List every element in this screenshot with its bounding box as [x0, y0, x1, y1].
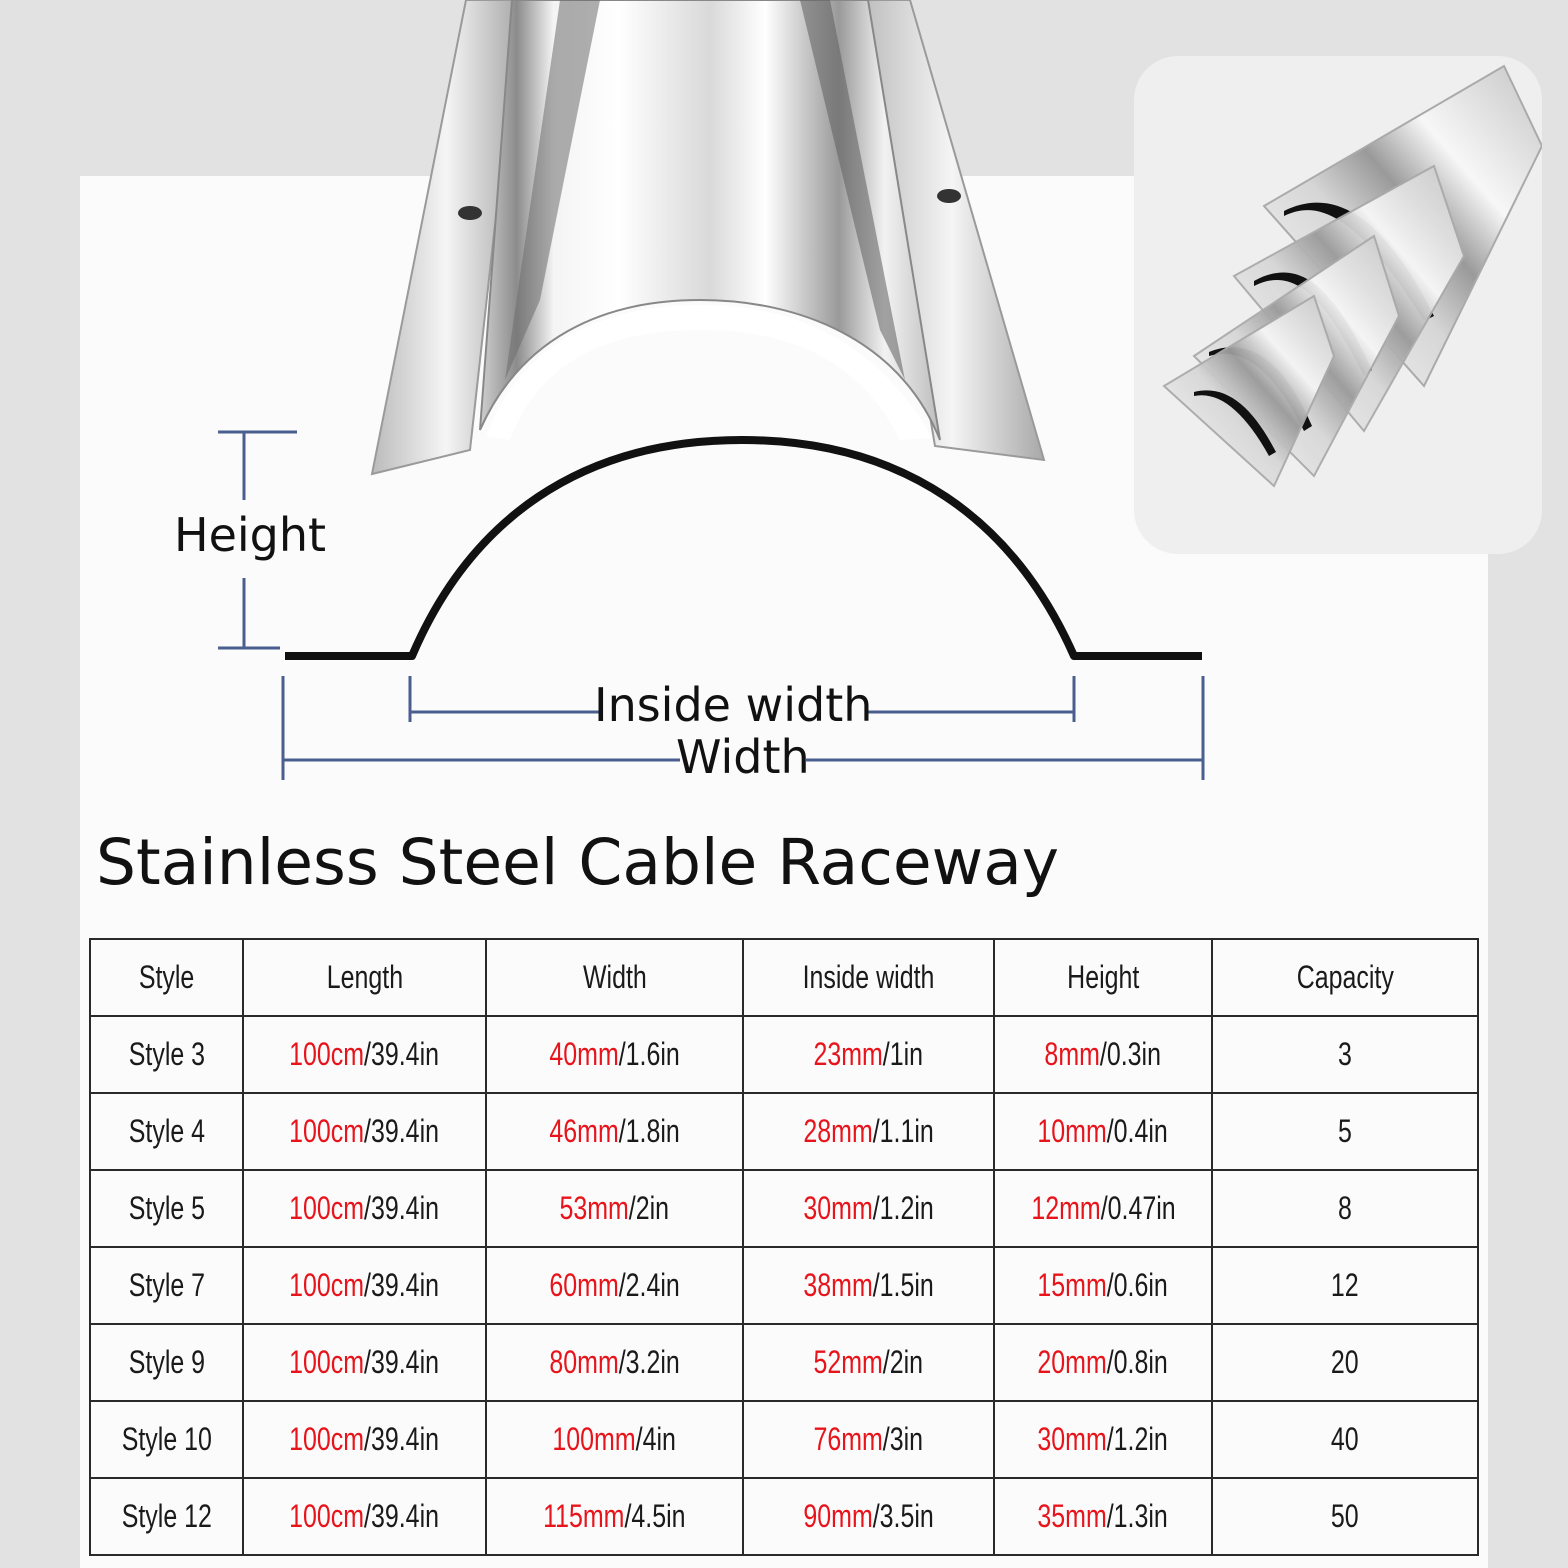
cell-capacity: 8: [1212, 1170, 1478, 1247]
imperial-value: /39.4in: [364, 1344, 440, 1380]
metric-value: 90mm: [803, 1498, 873, 1534]
cell-width: [486, 1247, 743, 1324]
imperial-value: /39.4in: [364, 1113, 440, 1149]
cell-width: [486, 1324, 743, 1401]
imperial-value: /4.5in: [624, 1498, 686, 1534]
metric-value: 46mm: [549, 1113, 619, 1149]
imperial-value: /39.4in: [364, 1498, 440, 1534]
metric-value: 40mm: [549, 1036, 619, 1072]
table-header-row: [90, 939, 1478, 1016]
cell-height: [994, 1324, 1212, 1401]
cell-style: Style 7: [90, 1247, 243, 1324]
header-inside-width: Inside width: [743, 939, 994, 1016]
imperial-value: /0.47in: [1100, 1190, 1176, 1226]
imperial-value: /0.6in: [1107, 1267, 1169, 1303]
metric-value: 30mm: [803, 1190, 873, 1226]
metric-value: 80mm: [549, 1344, 619, 1380]
imperial-value: /1.1in: [872, 1113, 934, 1149]
imperial-value: /3.2in: [618, 1344, 680, 1380]
cell-width: [486, 1170, 743, 1247]
cell-inside-width: [743, 1324, 994, 1401]
table-row: [90, 1093, 1478, 1170]
cell-height: [994, 1401, 1212, 1478]
table-row: [90, 1247, 1478, 1324]
cell-height: [994, 1247, 1212, 1324]
cell-capacity: 20: [1212, 1324, 1478, 1401]
imperial-value: /39.4in: [364, 1421, 440, 1457]
metric-value: 30mm: [1037, 1421, 1108, 1457]
header-height: Height: [994, 939, 1212, 1016]
metric-value: 10mm: [1037, 1113, 1108, 1149]
table-body: [90, 1016, 1478, 1555]
cell-capacity: 40: [1212, 1401, 1478, 1478]
metric-value: 100cm: [289, 1498, 365, 1534]
cell-capacity: 50: [1212, 1478, 1478, 1555]
cell-length: [243, 1093, 486, 1170]
header-width: Width: [486, 939, 743, 1016]
imperial-value: /1.6in: [618, 1036, 680, 1072]
cell-length: [243, 1324, 486, 1401]
metric-value: 12mm: [1030, 1190, 1101, 1226]
cell-style: Style 5: [90, 1170, 243, 1247]
cell-width: [486, 1093, 743, 1170]
metric-value: 100cm: [289, 1036, 365, 1072]
metric-value: 100cm: [289, 1113, 365, 1149]
table-row: [90, 1478, 1478, 1555]
cell-style: Style 3: [90, 1016, 243, 1093]
table-row: [90, 1016, 1478, 1093]
metric-value: 53mm: [559, 1190, 630, 1226]
cell-length: [243, 1401, 486, 1478]
metric-value: 23mm: [813, 1036, 884, 1072]
cell-inside-width: [743, 1401, 994, 1478]
imperial-value: /39.4in: [364, 1036, 440, 1072]
metric-value: 100cm: [289, 1267, 365, 1303]
imperial-value: /1.8in: [618, 1113, 680, 1149]
cell-capacity: 3: [1212, 1016, 1478, 1093]
metric-value: 15mm: [1037, 1267, 1108, 1303]
metric-value: 28mm: [803, 1113, 873, 1149]
cell-inside-width: [743, 1016, 994, 1093]
table-row: [90, 1324, 1478, 1401]
metric-value: 20mm: [1037, 1344, 1108, 1380]
metric-value: 115mm: [543, 1498, 625, 1534]
metric-value: 35mm: [1037, 1498, 1108, 1534]
metric-value: 100cm: [289, 1344, 365, 1380]
metric-value: 38mm: [803, 1267, 873, 1303]
cell-inside-width: [743, 1093, 994, 1170]
imperial-value: /0.3in: [1100, 1036, 1162, 1072]
table-row: [90, 1170, 1478, 1247]
imperial-value: /1.2in: [872, 1190, 934, 1226]
height-label: Height: [174, 508, 327, 562]
imperial-value: /3.5in: [872, 1498, 934, 1534]
raceway-profile-line: [285, 440, 1202, 656]
cell-inside-width: [743, 1478, 994, 1555]
metric-value: 52mm: [813, 1344, 884, 1380]
imperial-value: /0.4in: [1107, 1113, 1169, 1149]
imperial-value: /4in: [635, 1421, 677, 1457]
imperial-value: /1in: [883, 1036, 924, 1072]
page-title: Stainless Steel Cable Raceway: [96, 826, 1060, 899]
specification-table: [89, 938, 1479, 1556]
metric-value: 76mm: [813, 1421, 884, 1457]
cell-height: [994, 1016, 1212, 1093]
imperial-value: /2in: [883, 1344, 924, 1380]
imperial-value: /2in: [629, 1190, 670, 1226]
metric-value: 100cm: [289, 1421, 365, 1457]
cell-style: Style 9: [90, 1324, 243, 1401]
metric-value: 100mm: [552, 1421, 636, 1457]
cell-style: Style 4: [90, 1093, 243, 1170]
cell-capacity: 12: [1212, 1247, 1478, 1324]
imperial-value: /0.8in: [1107, 1344, 1169, 1380]
cell-width: [486, 1016, 743, 1093]
metric-value: 60mm: [549, 1267, 619, 1303]
cell-style: Style 10: [90, 1401, 243, 1478]
cell-length: [243, 1478, 486, 1555]
cell-length: [243, 1170, 486, 1247]
cell-capacity: 5: [1212, 1093, 1478, 1170]
imperial-value: /3in: [883, 1421, 924, 1457]
cell-inside-width: [743, 1247, 994, 1324]
metric-value: 100cm: [289, 1190, 365, 1226]
width-label: Width: [676, 730, 810, 784]
imperial-value: /1.5in: [872, 1267, 934, 1303]
imperial-value: /1.2in: [1107, 1421, 1169, 1457]
cell-width: [486, 1401, 743, 1478]
imperial-value: /39.4in: [364, 1267, 440, 1303]
cell-style: Style 12: [90, 1478, 243, 1555]
header-style: Style: [90, 939, 243, 1016]
cell-inside-width: [743, 1170, 994, 1247]
imperial-value: /1.3in: [1107, 1498, 1169, 1534]
cell-width: [486, 1478, 743, 1555]
cell-length: [243, 1247, 486, 1324]
imperial-value: /39.4in: [364, 1190, 440, 1226]
imperial-value: /2.4in: [618, 1267, 680, 1303]
cell-height: [994, 1170, 1212, 1247]
header-length: Length: [243, 939, 486, 1016]
cell-height: [994, 1478, 1212, 1555]
table-row: [90, 1401, 1478, 1478]
cell-height: [994, 1093, 1212, 1170]
cell-length: [243, 1016, 486, 1093]
header-capacity: Capacity: [1212, 939, 1478, 1016]
inside-width-label: Inside width: [594, 678, 873, 732]
metric-value: 8mm: [1044, 1036, 1101, 1072]
